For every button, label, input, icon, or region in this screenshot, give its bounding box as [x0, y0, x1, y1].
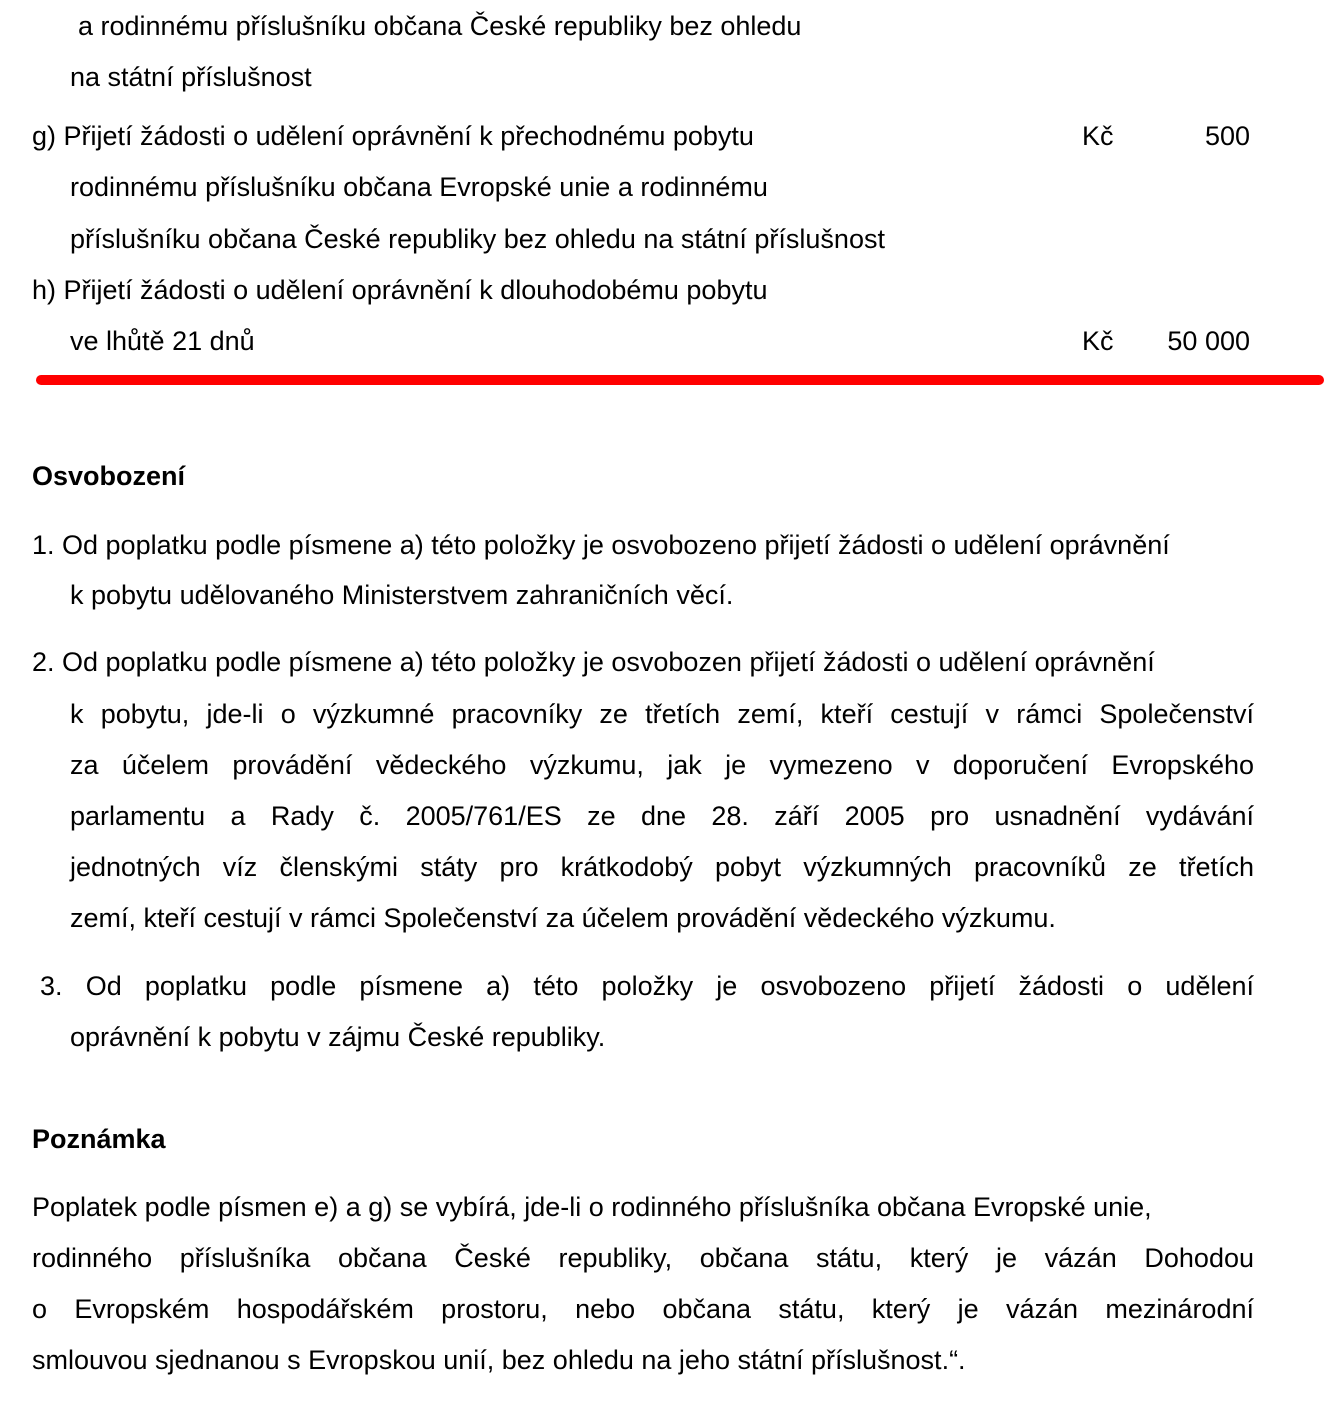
item-h-amount: 50 000 — [1167, 326, 1250, 356]
exemption-2-line-4: parlamentu a Rady č. 2005/761/ES ze dne 28. září 2005 pro usnadnění vydávání — [70, 801, 1254, 831]
item-g-amount: 500 — [1204, 121, 1250, 151]
item-f-line-1: a rodinnému příslušníku občana České republiky bez ohledu — [78, 11, 802, 41]
item-g-line-3: příslušníku občana České republiky bez ohledu na státní příslušnost — [70, 224, 885, 254]
item-g-line-2: rodinnému příslušníku občana Evropské unie a rodinnému — [70, 172, 768, 202]
exemption-2-line-6: zemí, kteří cestují v rámci Společenství za účelem provádění vědeckého výzkumu. — [70, 903, 1056, 933]
note-line-1: Poplatek podle písmen e) a g) se vybírá, jde-li o rodinného příslušníka občana Evropské unie, — [32, 1192, 1152, 1222]
item-g-currency: Kč — [1082, 121, 1114, 151]
exemption-1-line-2: k pobytu udělovaného Ministerstvem zahraničních věcí. — [70, 580, 734, 610]
exemption-3-line-1: 3. Od poplatku podle písmene a) této položky je osvobozeno přijetí žádosti o udělení — [40, 971, 1254, 1001]
heading-poznamka: Poznámka — [32, 1124, 166, 1154]
exemption-2-line-3: za účelem provádění vědeckého výzkumu, jak je vymezeno v doporučení Evropského — [70, 750, 1254, 780]
exemption-3-line-2: oprávnění k pobytu v zájmu České republiky. — [70, 1022, 606, 1052]
item-h-line-1: h) Přijetí žádosti o udělení oprávnění k dlouhodobému pobytu — [32, 275, 768, 305]
exemption-2-line-5: jednotných víz členskými státy pro krátkodobý pobyt výzkumných pracovníků ze třetích — [70, 852, 1254, 882]
exemption-2-line-1: 2. Od poplatku podle písmene a) této položky je osvobozen přijetí žádosti o udělení oprávnění — [32, 647, 1155, 677]
item-h-currency: Kč — [1082, 326, 1114, 356]
exemption-2-line-2: k pobytu, jde-li o výzkumné pracovníky ze třetích zemí, kteří cestují v rámci Společenství — [70, 699, 1254, 729]
item-f-line-2: na státní příslušnost — [70, 62, 312, 92]
red-divider-line — [36, 375, 1324, 385]
note-line-3: o Evropském hospodářském prostoru, nebo občana státu, který je vázán mezinárodní — [32, 1294, 1254, 1324]
note-line-4: smlouvou sjednanou s Evropskou unií, bez ohledu na jeho státní příslušnost.“. — [32, 1345, 966, 1375]
heading-osvobozeni: Osvobození — [32, 461, 186, 491]
note-line-2: rodinného příslušníka občana České republiky, občana státu, který je vázán Dohodou — [32, 1243, 1254, 1273]
item-h-line-2: ve lhůtě 21 dnů — [70, 326, 255, 356]
item-g-line-1: g) Přijetí žádosti o udělení oprávnění k přechodnému pobytu — [32, 121, 754, 151]
exemption-1-line-1: 1. Od poplatku podle písmene a) této položky je osvobozeno přijetí žádosti o udělení oprávnění — [32, 530, 1170, 560]
